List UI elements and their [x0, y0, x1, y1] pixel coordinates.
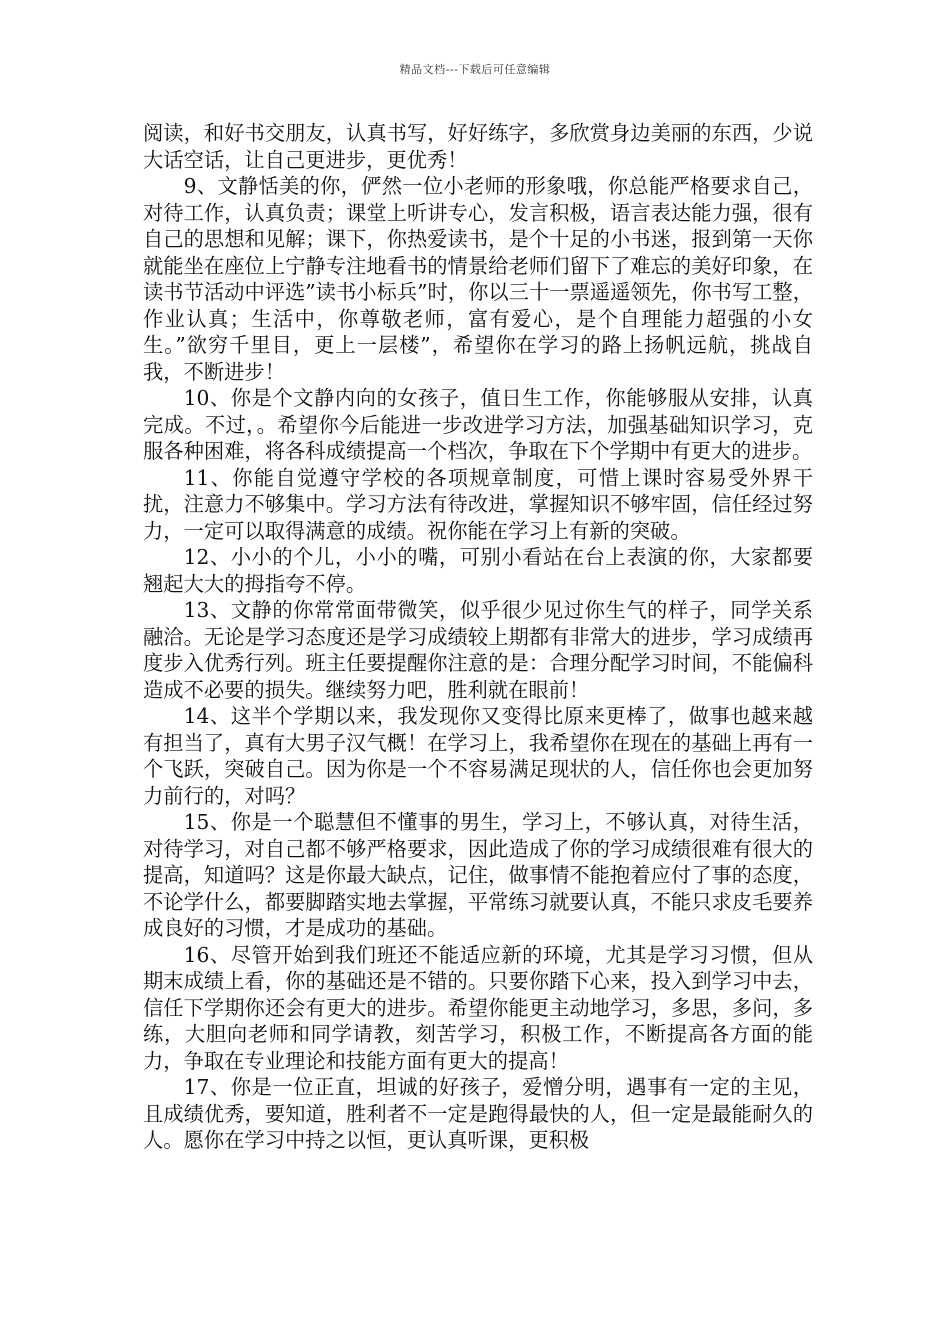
paragraph-16: 16、尽管开始到我们班还不能适应新的环境，尤其是学习习惯，但从期末成绩上看，你的基础还是不错的。只要你踏下心来，投入到学习中去，信任下学期你还会有更大的进步。希望你能更主动地学习，多思，多问，多练，大胆向老师和同学请教，刻苦学习，积极工作，不断提高各方面的能力，争取在专业理论和技能方面有更大的提高！ [143, 942, 813, 1073]
document-body [143, 120, 813, 1154]
paragraph-13: 13、文静的你常常面带微笑，似乎很少见过你生气的样子，同学关系融洽。无论是学习态度还是学习成绩较上期都有非常大的进步，学习成绩再度步入优秀行列。班主任要提醒你注意的是：合理分配学习时间，不能偏科造成不必要的损失。继续努力吧，胜利就在眼前！ [143, 598, 813, 702]
paragraph-14: 14、这半个学期以来，我发现你又变得比原来更棒了，做事也越来越有担当了，真有大男子汉气概！在学习上，我希望你在现在的基础上再有一个飞跃，突破自己。因为你是一个不容易满足现状的人，信任你也会更加努力前行的，对吗？ [143, 704, 813, 808]
paragraph-15: 15、你是一个聪慧但不懂事的男生，学习上，不够认真，对待生活，对待学习，对自己都不够严格要求，因此造成了你的学习成绩很难有很大的提高，知道吗？这是你最大缺点，记住，做事情不能抱着应付了事的态度，不论学什么，都要脚踏实地去掌握，平常练习就要认真，不能只求皮毛要养成良好的习惯，才是成功的基础。 [143, 810, 813, 940]
paragraph-17: 17、你是一位正直，坦诚的好孩子，爱憎分明，遇事有一定的主见，且成绩优秀，要知道，胜利者不一定是跑得最快的人，但一定是最能耐久的人。愿你在学习中持之以恒，更认真听课，更积极 [143, 1075, 813, 1152]
paragraph-continuation: 阅读，和好书交朋友，认真书写，好好练字，多欣赏身边美丽的东西，少说大话空话，让自己更进步，更优秀！ [143, 121, 813, 172]
paragraph-11: 11、你能自觉遵守学校的各项规章制度，可惜上课时容易受外界干扰，注意力不够集中。学习方法有待改进，掌握知识不够牢固，信任经过努力，一定可以取得满意的成绩。祝你能在学习上有新的突破。 [143, 465, 813, 543]
paragraph-10: 10、你是个文静内向的女孩子，值日生工作，你能够服从安排，认真完成。不过，。希望你今后能进一步改进学习方法，加强基础知识学习，克服各种困难，将各科成绩提高一个档次，争取在下个学期中有更大的进步。 [143, 386, 813, 463]
paragraph-12: 12、小小的个儿，小小的嘴，可别小看站在台上表演的你，大家都要翘起大大的拇指夸不停。 [143, 545, 813, 596]
page-header: 精品文档---下载后可任意编辑 [399, 63, 551, 76]
paragraph-9: 9、文静恬美的你，俨然一位小老师的形象哦，你总能严格要求自己，对待工作，认真负责；课堂上听讲专心，发言积极，语言表达能力强，很有自己的思想和见解；课下，你热爱读书，是个十足的小书迷，报到第一天你就能坐在座位上宁静专注地看书的情景给老师们留下了难忘的美好印象，在读书节活动中评选”读书小标兵”时，你以三十一票遥遥领先，你书写工整，作业认真；生活中，你尊敬老师，富有爱心，是个自理能力超强的小女生。”欲穷千里目，更上一层楼”，希望你在学习的路上扬帆远航，挑战自我，不断进步！ [143, 174, 813, 384]
